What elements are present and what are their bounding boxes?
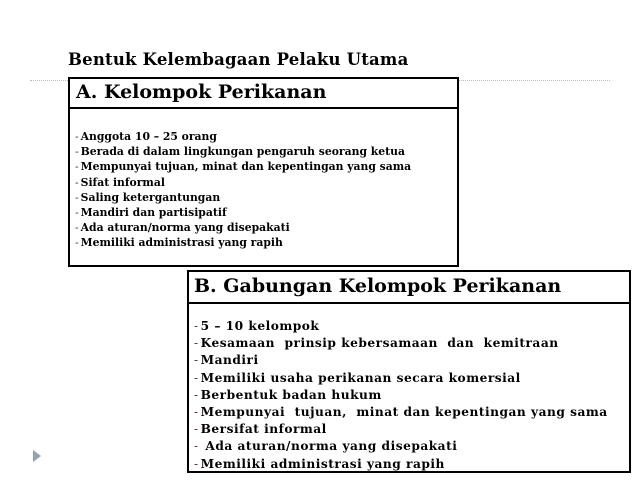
list-item-text: Mempunyai tujuan, minat dan kepentingan yang sama	[80, 160, 412, 174]
section-b-box	[187, 270, 631, 473]
list-item	[194, 438, 629, 455]
bullet-dash-icon: -	[194, 387, 199, 402]
list-item	[194, 335, 629, 352]
bullet-dash-icon: -	[194, 439, 199, 454]
list-item	[194, 456, 629, 473]
list-item-text: Berbentuk badan hukum	[200, 387, 382, 402]
bullet-dash-icon: -	[194, 422, 199, 437]
section-b-heading: B. Gabungan Kelompok Perikanan	[189, 272, 629, 304]
bullet-dash-icon: -	[75, 190, 79, 204]
list-item	[75, 235, 457, 250]
list-item-text: Memiliki administrasi yang rapih	[200, 456, 445, 471]
bullet-dash-icon: -	[75, 221, 79, 235]
list-item	[75, 220, 457, 235]
bullet-dash-icon: -	[75, 236, 79, 250]
bullet-dash-icon: -	[194, 405, 199, 420]
list-item-text: Anggota 10 – 25 orang	[80, 130, 217, 143]
list-item	[194, 318, 629, 335]
list-item	[75, 205, 457, 220]
section-a-list	[70, 109, 457, 251]
bullet-dash-icon: -	[194, 370, 199, 385]
list-item-text: Ada aturan/norma yang disepakati	[200, 439, 458, 454]
list-item-text: Mandiri dan partisipatif	[80, 206, 227, 220]
next-slide-arrow-icon[interactable]	[33, 450, 41, 462]
list-item	[194, 404, 629, 421]
bullet-dash-icon: -	[75, 145, 79, 159]
bullet-dash-icon: -	[194, 456, 199, 471]
list-item	[75, 144, 457, 159]
list-item	[75, 159, 457, 174]
list-item-text: Memiliki administrasi yang rapih	[80, 236, 283, 250]
list-item-text: Saling ketergantungan	[80, 190, 221, 204]
bullet-dash-icon: -	[194, 336, 199, 351]
list-item	[75, 190, 457, 205]
section-b-list	[189, 304, 629, 473]
bullet-dash-icon: -	[75, 130, 79, 143]
list-item-text: Sifat informal	[80, 175, 165, 189]
list-item-text: Mandiri	[200, 353, 259, 368]
list-item-text: Bersifat informal	[200, 422, 327, 437]
list-item-text: Memiliki usaha perikanan secara komersial	[200, 370, 521, 385]
list-item-text: Berada di dalam lingkungan pengaruh seorang ketua	[80, 145, 405, 159]
slide-title: Bentuk Kelembagaan Pelaku Utama	[68, 50, 409, 69]
section-a-box	[68, 77, 459, 267]
list-item-text: Mempunyai tujuan, minat dan kepentingan yang sama	[200, 405, 608, 420]
list-item-text: Ada aturan/norma yang disepakati	[80, 221, 290, 235]
bullet-dash-icon: -	[194, 319, 199, 333]
bullet-dash-icon: -	[75, 175, 79, 189]
section-a-heading: A. Kelompok Perikanan	[70, 79, 457, 109]
list-item	[194, 421, 629, 438]
list-item	[75, 129, 457, 144]
list-item-text: 5 – 10 kelompok	[200, 319, 320, 333]
list-item	[194, 387, 629, 404]
bullet-dash-icon: -	[75, 206, 79, 220]
bullet-dash-icon: -	[75, 160, 79, 174]
list-item	[194, 352, 629, 369]
list-item	[194, 370, 629, 387]
list-item	[75, 175, 457, 190]
list-item-text: Kesamaan prinsip kebersamaan dan kemitraan	[200, 336, 559, 351]
bullet-dash-icon: -	[194, 353, 199, 368]
